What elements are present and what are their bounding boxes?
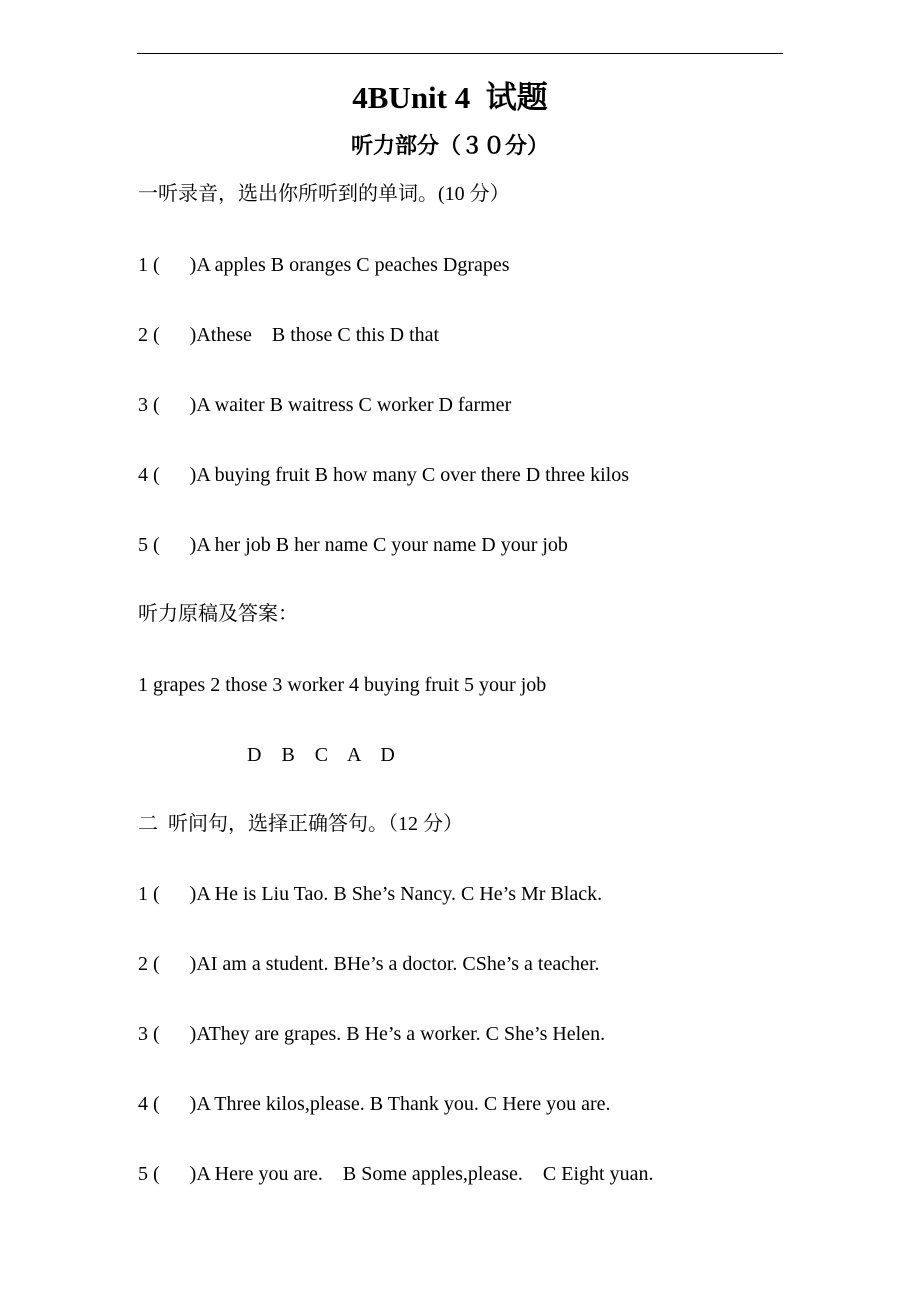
section2-item-4: 4 ( )A Three kilos,please. B Thank you. C Here you are. <box>138 1093 611 1115</box>
transcript-words: 1 grapes 2 those 3 worker 4 buying fruit 5 your job <box>138 674 547 696</box>
section1-item-2: 2 ( )Athese B those C this D that <box>138 324 440 346</box>
header-rule <box>137 53 783 54</box>
section2-heading: 二 听问句，选择正确答句。（12 分） <box>138 813 463 835</box>
transcript-answers: D B C A D <box>247 744 395 766</box>
section2-item-5: 5 ( )A Here you are. B Some apples,please. C Eight yuan. <box>138 1163 654 1185</box>
section1-item-1: 1 ( )A apples B oranges C peaches Dgrapes <box>138 254 510 276</box>
listening-section-heading: 听力部分（３０分） <box>350 133 549 158</box>
transcript-heading: 听力原稿及答案： <box>138 603 298 625</box>
section2-item-1: 1 ( )A He is Liu Tao. B She’s Nancy. C He’s Mr Black. <box>138 883 603 905</box>
section2-item-3: 3 ( )AThey are grapes. B He’s a worker. C She’s Helen. <box>138 1023 606 1045</box>
section1-item-4: 4 ( )A buying fruit B how many C over there D three kilos <box>138 464 630 486</box>
section2-item-2: 2 ( )AI am a student. BHe’s a doctor. CShe’s a teacher. <box>138 953 600 975</box>
section1-item-5: 5 ( )A her job B her name C your name D your job <box>138 534 568 556</box>
section1-item-3: 3 ( )A waiter B waitress C worker D farmer <box>138 394 512 416</box>
document-title: 4BUnit 4 试题 <box>352 80 548 115</box>
section1-heading: 一听录音，选出你所听到的单词。(10 分） <box>138 183 510 205</box>
